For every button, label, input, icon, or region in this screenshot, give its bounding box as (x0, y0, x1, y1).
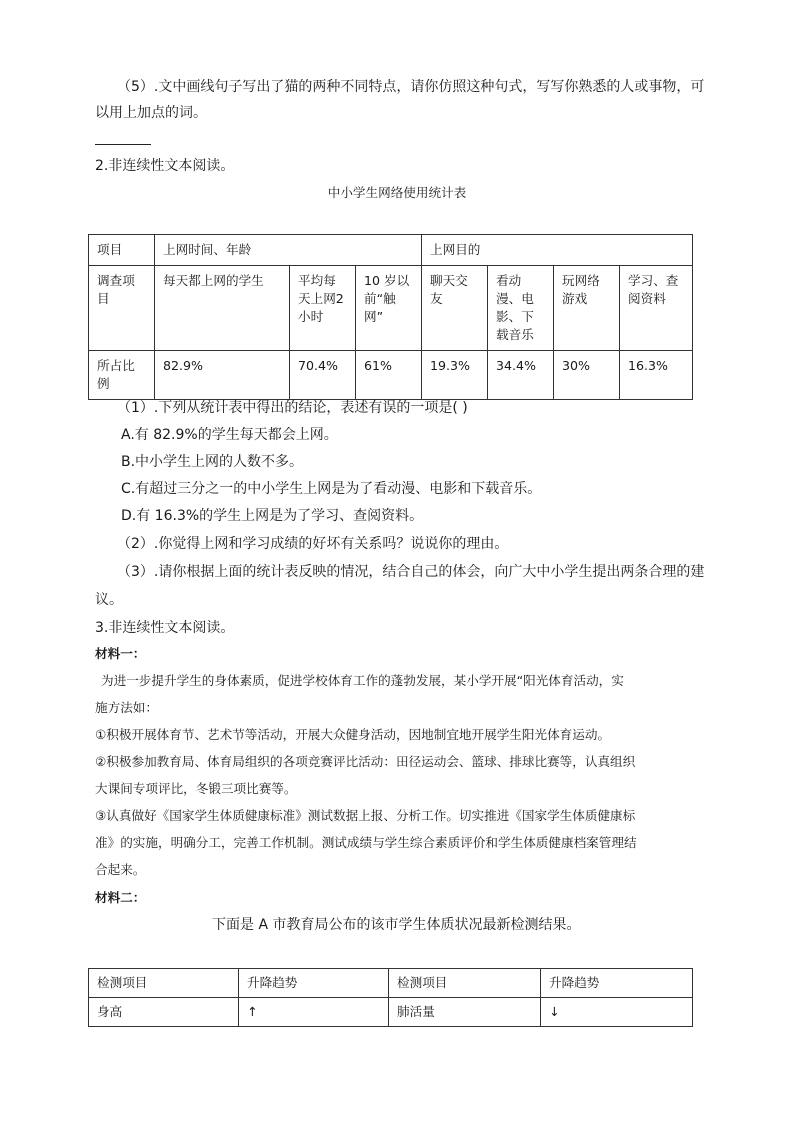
material1-item3-line3: 合起来。 (95, 862, 146, 877)
table-cell: 70.4% (290, 351, 356, 400)
option-d: D.有 16.3%的学生上网是为了学习、查阅资料。 (121, 508, 424, 524)
material1-label: 材料一： (95, 646, 146, 661)
q5-line1: （5）.文中画线句子写出了猫的两种不同特点，请你仿照这种句式，写写你熟悉的人或事物，可 (117, 79, 705, 95)
question-1: （1）.下列从统计表中得出的结论，表述有误的一项是( ) (117, 400, 468, 416)
table-row (89, 998, 693, 1027)
table-title: 中小学生网络使用统计表 (327, 185, 467, 200)
table-cell: 30% (554, 351, 620, 400)
question-3-line2: 议。 (95, 592, 123, 608)
network-usage-table (88, 234, 693, 400)
table-row (89, 351, 693, 400)
material1-item2-line1: ②积极参加教育局、体育局组织的各项竞赛评比活动：田径运动会、篮球、排球比赛等，认真组织 (95, 754, 636, 769)
question-2: （2）.你觉得上网和学习成绩的好坏有关系吗？说说你的理由。 (117, 536, 509, 552)
material1-item3-line2: 准》的实施，明确分工，完善工作机制。测试成绩与学生综合素质评价和学生体质健康档案管理结 (95, 835, 637, 850)
table-cell: 平均每天上网2 小时 (290, 266, 356, 351)
table-cell: ↓ (541, 998, 693, 1027)
material1-intro-line2: 施方法如： (95, 700, 158, 715)
material1-intro-line1: 为进一步提升学生的身体素质，促进学校体育工作的蓬勃发展，某小学开展“阳光体育活动，实 (101, 673, 624, 688)
table-cell: 82.9% (155, 351, 290, 400)
table-cell: 升降趋势 (239, 969, 389, 998)
table-cell: 调查项目 (89, 266, 155, 351)
material1-item3-line1: ③认真做好《国家学生体质健康标准》测试数据上报、分析工作。切实推进《国家学生体质健康标 (95, 808, 636, 823)
table-row (89, 969, 693, 998)
fitness-results-table (88, 968, 693, 1027)
option-a: A.有 82.9%的学生每天都会上网。 (121, 427, 338, 443)
section2-heading: 2.非连续性文本阅读。 (95, 158, 235, 174)
q5-line2: 以用上加点的词。 (95, 105, 207, 121)
table-cell: 项目 (89, 235, 155, 266)
table-cell: 19.3% (422, 351, 488, 400)
table-cell: ↑ (239, 998, 389, 1027)
section3-heading: 3.非连续性文本阅读。 (95, 620, 235, 636)
table-cell: 聊天交友 (422, 266, 488, 351)
table-cell: 上网目的 (422, 235, 693, 266)
question-3-line1: （3）.请你根据上面的统计表反映的情况，结合自己的体会，向广大中小学生提出两条合理的建 (117, 564, 705, 580)
table-cell: 所占比例 (89, 351, 155, 400)
table-cell: 玩网络游戏 (554, 266, 620, 351)
table-cell: 学习、查阅资料 (620, 266, 693, 351)
option-b: B.中小学生上网的人数不多。 (121, 454, 304, 470)
option-c: C.有超过三分之一的中小学生上网是为了看动漫、电影和下载音乐。 (121, 481, 542, 497)
answer-blank-line (95, 144, 151, 145)
table-cell: 检测项目 (89, 969, 239, 998)
table-cell: 升降趋势 (541, 969, 693, 998)
material2-intro: 下面是 A 市教育局公布的该市学生体质状况最新检测结果。 (212, 917, 581, 933)
table-cell: 61% (356, 351, 422, 400)
material1-item1: ①积极开展体育节、艺术节等活动，开展大众健身活动，因地制宜地开展学生阳光体育运动。 (95, 727, 611, 742)
table-cell: 每天都上网的学生 (155, 266, 290, 351)
table-cell: 16.3% (620, 351, 693, 400)
table-row (89, 235, 693, 266)
material1-item2-line2: 大课间专项评比，冬锻三项比赛等。 (95, 781, 297, 796)
material2-label: 材料二： (95, 890, 146, 905)
table-cell: 看动漫、电影、下载音乐 (488, 266, 554, 351)
table-cell: 上网时间、年龄 (155, 235, 422, 266)
table-cell: 检测项目 (389, 969, 541, 998)
table-cell: 身高 (89, 998, 239, 1027)
table-cell: 34.4% (488, 351, 554, 400)
table-row (89, 266, 693, 351)
table-cell: 10 岁以前“触网” (356, 266, 422, 351)
table-cell: 肺活量 (389, 998, 541, 1027)
